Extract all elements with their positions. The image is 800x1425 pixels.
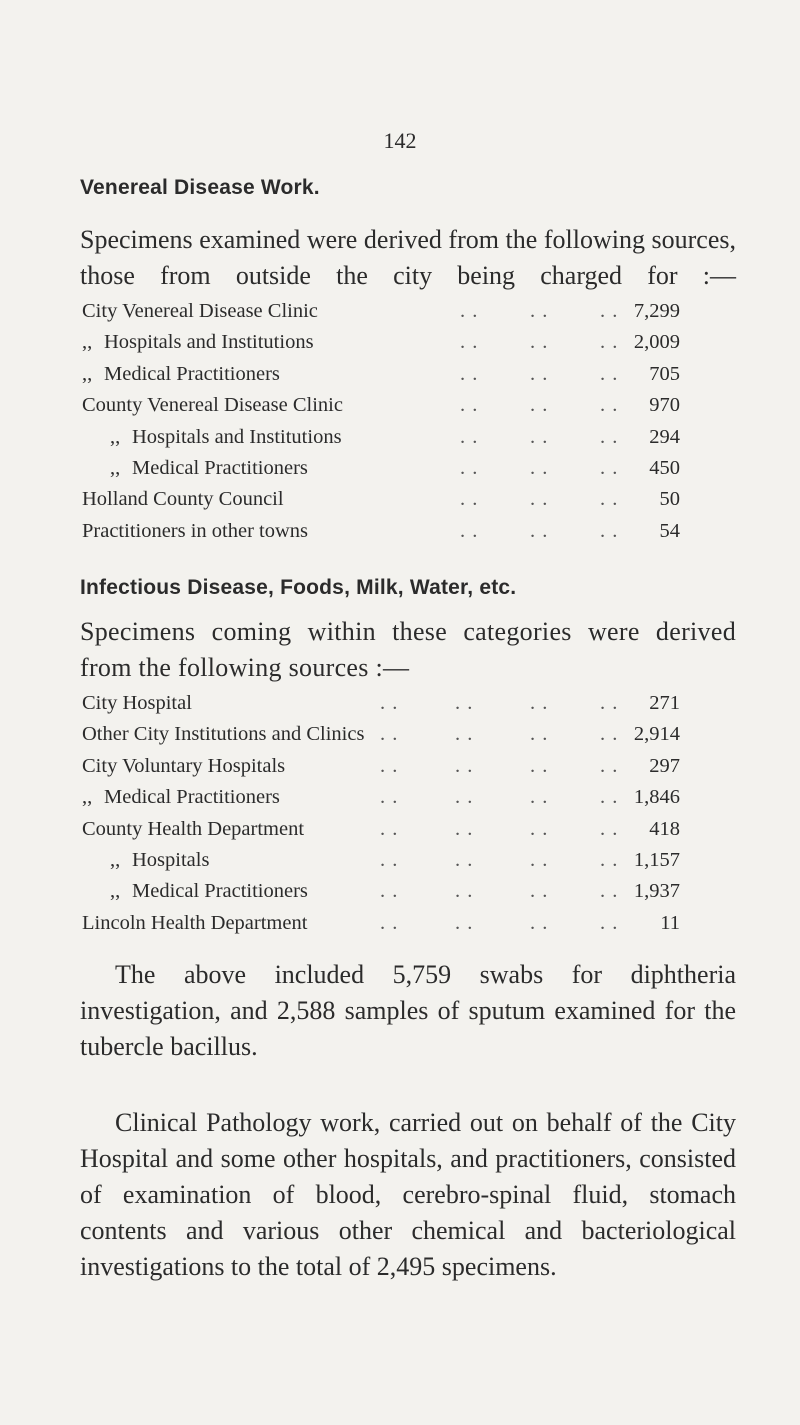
dot-leader: . . [455, 754, 474, 777]
swabs-note: The above included 5,759 swabs for diphtheria investigation, and 2,588 samples of sputum examined for the tubercle bacillus. [80, 960, 736, 1061]
source-label [82, 751, 285, 782]
dot-leader: . . [455, 817, 474, 840]
source-row [82, 390, 680, 421]
dot-leader: . . [600, 331, 619, 354]
dot-leader: . . [460, 300, 479, 322]
dot-leader: . . [380, 848, 399, 871]
dot-leader: . . [530, 692, 549, 714]
source-count: 50 [659, 488, 680, 511]
dot-leader: . . [600, 394, 619, 417]
source-row [82, 782, 680, 813]
dot-leader: . . [600, 425, 619, 448]
source-row [82, 908, 680, 939]
source-count: 1,157 [633, 848, 680, 871]
venereal-heading: Venereal Disease Work. [80, 176, 320, 199]
source-name: Medical Practitioners [104, 362, 280, 385]
dot-leader: . . [380, 911, 399, 934]
source-label [82, 782, 280, 813]
source-label [82, 390, 343, 421]
source-count: 2,009 [633, 331, 680, 354]
ditto-mark: ,, [82, 331, 93, 354]
source-name: County Venereal Disease Clinic [82, 394, 343, 417]
source-row [82, 453, 680, 484]
dot-leader: . . [455, 848, 474, 871]
source-count: 1,937 [633, 880, 680, 903]
dot-leader: . . [530, 817, 549, 840]
dot-leader: . . [530, 723, 549, 746]
source-count: 297 [649, 754, 680, 777]
dot-leader: . . [600, 911, 619, 934]
dot-leader: . . [455, 880, 474, 903]
dot-leader: . . [530, 394, 549, 417]
ditto-mark: ,, [110, 425, 121, 448]
dot-leader: . . [530, 425, 549, 448]
dot-leader: . . [600, 817, 619, 840]
source-name: City Hospital [82, 692, 192, 714]
source-count: 54 [659, 519, 680, 542]
dot-leader: . . [600, 519, 619, 542]
dot-leader: . . [530, 519, 549, 542]
dot-leader: . . [530, 488, 549, 511]
source-name: Medical Practitioners [132, 456, 308, 479]
infectious-heading: Infectious Disease, Foods, Milk, Water, etc. [80, 576, 517, 599]
source-label [82, 814, 304, 845]
source-row [82, 296, 680, 327]
source-count: 450 [649, 456, 680, 479]
dot-leader: . . [600, 880, 619, 903]
source-label [110, 422, 342, 453]
dot-leader: . . [600, 692, 619, 714]
source-label [110, 876, 308, 907]
dot-leader: . . [600, 754, 619, 777]
page-number: 142 [383, 128, 417, 153]
source-name: Medical Practitioners [104, 786, 280, 809]
dot-leader: . . [455, 723, 474, 746]
ditto-mark: ,, [110, 848, 121, 871]
source-name: Practitioners in other towns [82, 519, 309, 542]
source-name: Holland County Council [82, 488, 284, 511]
dot-leader: . . [380, 880, 399, 903]
source-row [82, 688, 680, 719]
dot-leader: . . [380, 754, 399, 777]
source-name: Lincoln Health Department [82, 911, 308, 934]
dot-leader: . . [460, 519, 479, 542]
source-name: Other City Institutions and Clinics [82, 723, 365, 746]
dot-leader: . . [380, 723, 399, 746]
source-count: 294 [649, 425, 680, 448]
source-name: Hospitals [132, 848, 210, 871]
source-label [82, 296, 318, 327]
source-label [82, 908, 307, 939]
source-name: Hospitals and Institutions [132, 425, 342, 448]
dot-leader: . . [455, 911, 474, 934]
source-row [82, 719, 680, 750]
dot-leader: . . [530, 754, 549, 777]
source-row [82, 751, 680, 782]
dot-leader: . . [600, 488, 619, 511]
dot-leader: . . [600, 456, 619, 479]
source-label [110, 453, 308, 484]
source-count: 271 [649, 692, 680, 714]
source-row [82, 876, 680, 907]
ditto-mark: ,, [82, 786, 93, 809]
dot-leader: . . [460, 425, 479, 448]
dot-leader: . . [380, 786, 399, 809]
source-row [82, 422, 680, 453]
ditto-mark: ,, [110, 456, 121, 479]
infectious-sources-list [82, 688, 680, 939]
dot-leader: . . [530, 362, 549, 385]
dot-leader: . . [530, 880, 549, 903]
source-count: 7,299 [633, 300, 680, 322]
dot-leader: . . [530, 911, 549, 934]
dot-leader: . . [460, 331, 479, 354]
source-count: 970 [649, 394, 680, 417]
source-count: 1,846 [633, 786, 680, 809]
source-label [82, 516, 308, 547]
source-count: 418 [649, 817, 680, 840]
dot-leader: . . [455, 692, 474, 714]
ditto-mark: ,, [82, 362, 93, 385]
dot-leader: . . [460, 362, 479, 385]
ditto-mark: ,, [110, 880, 121, 903]
dot-leader: . . [600, 362, 619, 385]
dot-leader: . . [460, 456, 479, 479]
dot-leader: . . [455, 786, 474, 809]
dot-leader: . . [380, 692, 399, 714]
dot-leader: . . [460, 394, 479, 417]
dot-leader: . . [600, 723, 619, 746]
source-row [82, 484, 680, 515]
source-count: 705 [649, 362, 680, 385]
source-label [82, 327, 314, 358]
source-name: County Health Department [82, 817, 305, 840]
dot-leader: . . [600, 786, 619, 809]
source-count: 11 [660, 911, 680, 934]
venereal-sources-list [82, 296, 680, 547]
source-row [82, 845, 680, 876]
dot-leader: . . [600, 848, 619, 871]
dot-leader: . . [530, 848, 549, 871]
source-name: Medical Practitioners [132, 880, 308, 903]
dot-leader: . . [460, 488, 479, 511]
source-row [82, 327, 680, 358]
source-row [82, 814, 680, 845]
clinical-pathology-note: Clinical Pathology work, carried out on behalf of the City Hospital and some other hospitals, and practitioners, consisted of examination of blood, cerebro-spinal fluid, stomach contents and various other chemical and bacteriological investigations to the total of 2,495 specimens. [80, 1108, 736, 1281]
source-count: 2,914 [633, 723, 680, 746]
dot-leader: . . [530, 300, 549, 322]
source-name: City Venereal Disease Clinic [82, 300, 318, 322]
dot-leader: . . [530, 331, 549, 354]
source-label [82, 484, 284, 515]
dot-leader: . . [600, 300, 619, 322]
source-label [82, 359, 280, 390]
source-label [110, 845, 209, 876]
dot-leader: . . [530, 786, 549, 809]
source-name: City Voluntary Hospitals [82, 754, 286, 777]
dot-leader: . . [530, 456, 549, 479]
infectious-intro: Specimens coming within these categories were derived from the following sources :— [80, 617, 736, 682]
source-row [82, 359, 680, 390]
dot-leader: . . [380, 817, 399, 840]
source-label [82, 719, 364, 750]
source-row [82, 516, 680, 547]
source-label [82, 688, 192, 719]
source-name: Hospitals and Institutions [104, 331, 314, 354]
venereal-intro: Specimens examined were derived from the following sources, those from outside the city being charged for :— [80, 225, 736, 290]
